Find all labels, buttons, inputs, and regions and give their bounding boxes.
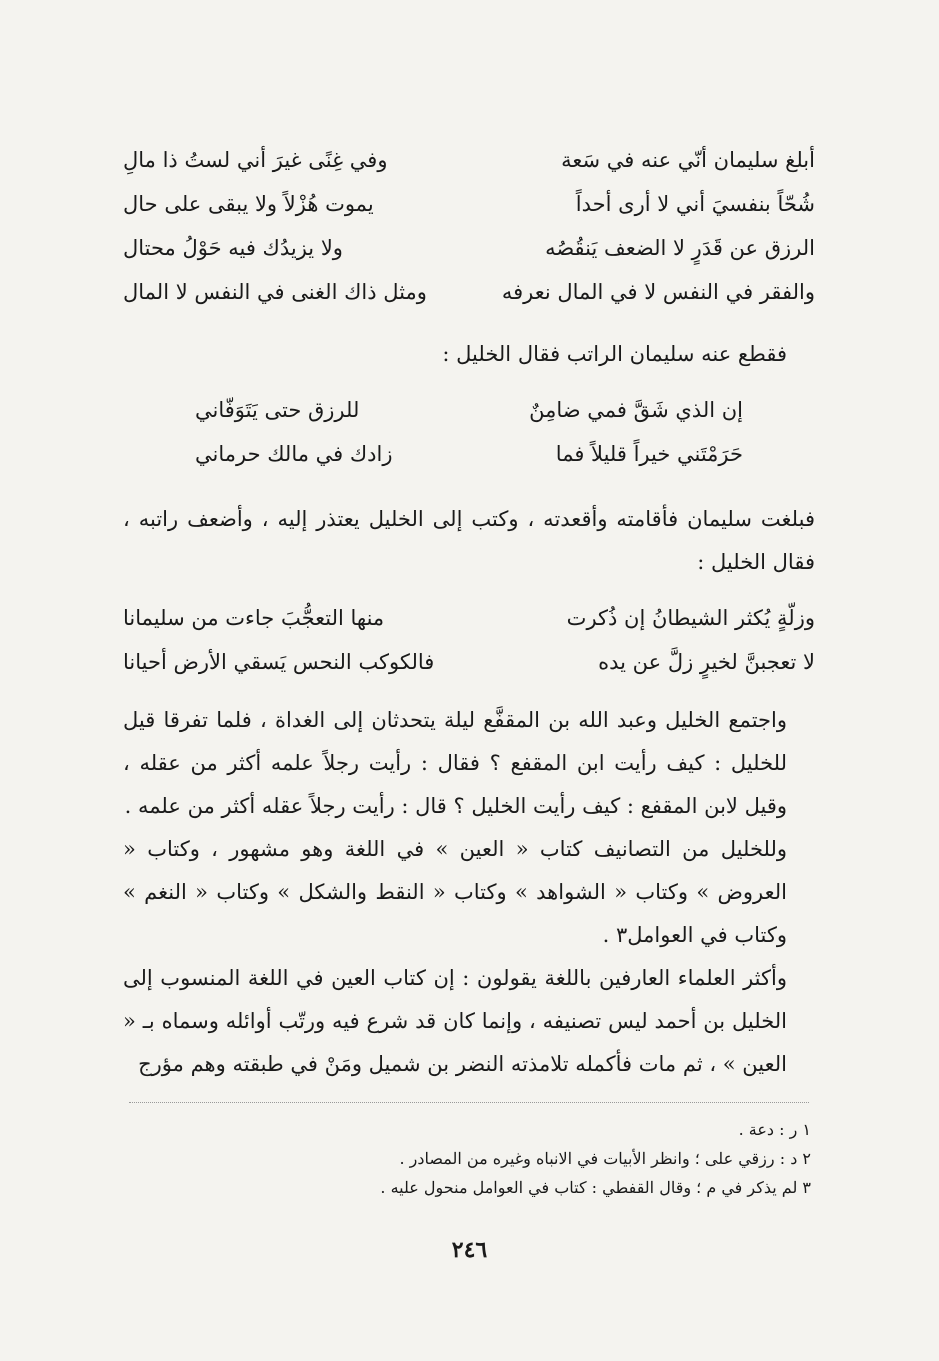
verse-second-hemistich: ولا يزيدُك فيه حَوْلُ محتال xyxy=(123,236,343,260)
verse-second-hemistich: منها التعجُّبَ جاءت من سليمانا xyxy=(123,606,385,630)
footnote-2: ٢ د : رزقي على ؛ وانظر الأبيات في الانباه وغيره من المصادر . xyxy=(399,1149,811,1168)
verse-first-hemistich: وزلّةٍ يُكثر الشيطانُ إن ذُكرت xyxy=(566,606,815,630)
body-text xyxy=(123,699,815,1086)
verse-second-hemistich: وفي غِنًى غيرَ أني لستُ ذا مالِ xyxy=(123,148,388,172)
verse-second-hemistich: يموت هُزْلاً ولا يبقى على حال xyxy=(123,192,374,216)
verse-line xyxy=(195,388,743,432)
verse-line xyxy=(123,138,815,182)
verse-line xyxy=(123,182,815,226)
footnote-separator xyxy=(129,1102,809,1103)
verse-first-hemistich: حَرَمْتَني خيراً قليلاً فما xyxy=(555,442,743,466)
verse-first-hemistich: إن الذي شَقَّ فمي ضامِنٌ xyxy=(529,398,743,422)
paragraph-3: وللخليل من التصانيف كتاب « العين » في اللغة وهو مشهور ، وكتاب « العروض » وكتاب « الشواهد » وكتاب « النقط والشكل » وكتاب « النغم » وكتاب في العوامل٣ . xyxy=(123,837,787,947)
verse-first-hemistich: والفقر في النفس لا في المال نعرفه xyxy=(501,280,815,304)
verse-line xyxy=(123,226,815,270)
intro-line: فقطع عنه سليمان الراتب فقال الخليل : xyxy=(442,342,787,366)
poem-3 xyxy=(123,596,815,684)
verse-first-hemistich: أبلغ سليمان أنّي عنه في سَعة xyxy=(561,148,815,172)
footnotes xyxy=(121,1115,811,1202)
footnote-3: ٣ لم يذكر في م ؛ وقال القفطي : كتاب في العوامل منحول عليه . xyxy=(380,1178,811,1197)
verse-first-hemistich: الرزق عن قَدَرٍ لا الضعف يَنقُصُه xyxy=(545,236,815,260)
verse-first-hemistich: شُحّاً بنفسيَ أني لا أرى أحداً xyxy=(575,192,815,216)
verse-line xyxy=(123,596,815,640)
verse-line xyxy=(195,432,743,476)
paragraph-1 xyxy=(123,498,815,584)
paragraph-4: وأكثر العلماء العارفين باللغة يقولون : إن كتاب العين في اللغة المنسوب إلى الخليل بن أحمد ليس تصنيفه ، وإنما كان قد شرع فيه ورتّب أوائله وسماه بـ « العين » ، ثم مات فأكمله تلامذته النضر بن شميل ومَنْ في طبقته وهم مؤرج xyxy=(123,966,787,1076)
verse-line xyxy=(123,270,815,314)
verse-second-hemistich: زادك في مالك حرماني xyxy=(195,442,393,466)
footnote-1: ١ ر : دعة . xyxy=(738,1120,811,1139)
verse-second-hemistich: للرزق حتى يَتَوَفّاني xyxy=(195,398,360,422)
paragraph-2: واجتمع الخليل وعبد الله بن المقفَّع ليلة يتحدثان إلى الغداة ، فلما تفرقا قيل للخليل : كيف رأيت ابن المقفع ؟ فقال : رأيت رجلاً علمه أكثر من عقله ، وقيل لابن المقفع : كيف رأيت الخليل ؟ قال : رأيت رجلاً عقله أكثر من علمه . xyxy=(123,708,787,818)
verse-first-hemistich: لا تعجبنَّ لخيرٍ زلَّ عن يده xyxy=(598,650,815,674)
page-number: ٢٤٦ xyxy=(451,1237,488,1263)
verse-second-hemistich: ومثل ذاك الغنى في النفس لا المال xyxy=(123,280,427,304)
verse-line xyxy=(123,640,815,684)
poem-2-intro xyxy=(123,333,815,376)
paragraph-text: فبلغت سليمان فأقامته وأقعدته ، وكتب إلى الخليل يعتذر إليه ، وأضعف راتبه ، فقال الخليل : xyxy=(123,507,815,574)
poem-1 xyxy=(123,138,815,314)
verse-second-hemistich: فالكوكب النحس يَسقي الأرض أحيانا xyxy=(123,650,435,674)
poem-2 xyxy=(195,388,743,476)
